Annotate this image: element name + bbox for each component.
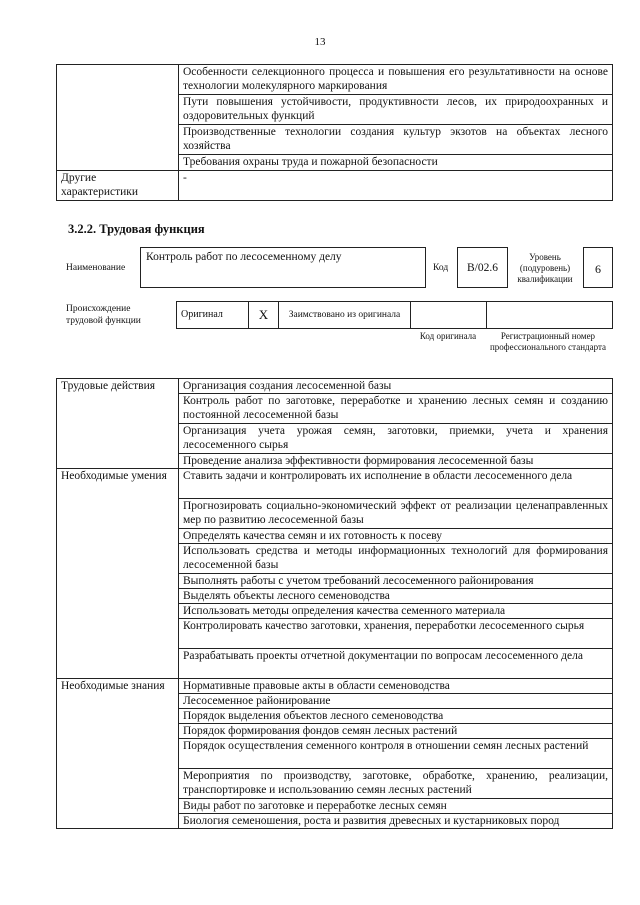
group-label-skills: Необходимые умения bbox=[57, 469, 179, 679]
origin-table bbox=[176, 301, 613, 329]
top-row-2: Производственные технологии создания культур экзотов на объектах лесного хозяйства bbox=[179, 125, 613, 155]
top-table bbox=[56, 64, 613, 201]
skill-row-2: Определять качества семян и их готовность к посеву bbox=[179, 529, 613, 544]
reg-caption: Регистрационный номер профессионального стандарта bbox=[489, 331, 607, 352]
section-title: 3.2.2. Трудовая функция bbox=[68, 222, 205, 236]
skill-row-4: Выполнять работы с учетом требований лесосеменного районирования bbox=[179, 574, 613, 589]
action-row-0: Организация создания лесосеменной базы bbox=[179, 379, 613, 394]
page-number: 13 bbox=[314, 36, 326, 48]
origin-borrowed: Заимствовано из оригинала bbox=[279, 302, 411, 329]
code-label: Код bbox=[433, 263, 449, 273]
knowledge-row-1: Лесосеменное районирование bbox=[179, 694, 613, 709]
level-label: Уровень (подуровень) квалификации bbox=[517, 252, 573, 284]
main-table bbox=[56, 378, 613, 829]
knowledge-row-6: Виды работ по заготовке и переработке лесных семян bbox=[179, 799, 613, 814]
skill-row-0: Ставить задачи и контролировать их исполнение в области лесосеменного дела bbox=[179, 469, 613, 499]
code-value: В/02.6 bbox=[457, 247, 508, 288]
knowledge-row-3: Порядок формирования фондов семян лесных растений bbox=[179, 724, 613, 739]
table-row bbox=[57, 469, 613, 499]
skill-row-5: Выделять объекты лесного семеноводства bbox=[179, 589, 613, 604]
knowledge-row-2: Порядок выделения объектов лесного семеноводства bbox=[179, 709, 613, 724]
knowledge-row-0: Нормативные правовые акты в области семеноводства bbox=[179, 679, 613, 694]
knowledge-row-4: Порядок осуществления семенного контроля в отношении семян лесных растений bbox=[179, 739, 613, 769]
other-value: - bbox=[179, 171, 613, 201]
action-row-2: Организация учета урожая семян, заготовки, приемки, учета и хранения лесосеменного сырья bbox=[179, 424, 613, 454]
table-row bbox=[177, 302, 613, 329]
knowledge-row-7: Биология семеношения, роста и развития древесных и кустарниковых пород bbox=[179, 814, 613, 829]
level-value: 6 bbox=[583, 247, 613, 288]
top-row-1: Пути повышения устойчивости, продуктивности лесов, их природоохранных и оздоровительных функций bbox=[179, 95, 613, 125]
top-row-3: Требования охраны труда и пожарной безопасности bbox=[179, 155, 613, 171]
table-row bbox=[57, 65, 613, 95]
origin-code-cell bbox=[411, 302, 487, 329]
origin-original: Оригинал bbox=[177, 302, 249, 329]
name-value: Контроль работ по лесосеменному делу bbox=[140, 247, 426, 288]
code-caption: Код оригинала bbox=[419, 331, 477, 341]
knowledge-row-5: Мероприятия по производству, заготовке, обработке, хранению, реализации, транспортировке и использованию семян лесных растений bbox=[179, 769, 613, 799]
action-row-1: Контроль работ по заготовке, переработке и хранению лесных семян и созданию постоянной лесосеменной базы bbox=[179, 394, 613, 424]
group-label-knowledge: Необходимые знания bbox=[57, 679, 179, 829]
skill-row-3: Использовать средства и методы информационных технологий для формирования лесосеменной базы bbox=[179, 544, 613, 574]
origin-reg-cell bbox=[487, 302, 613, 329]
skill-row-6: Использовать методы определения качества семенного материала bbox=[179, 604, 613, 619]
table-row bbox=[57, 171, 613, 201]
table-row bbox=[57, 379, 613, 394]
action-row-3: Проведение анализа эффективности формирования лесосеменной базы bbox=[179, 454, 613, 469]
skill-row-8: Разрабатывать проекты отчетной документации по вопросам лесосеменного дела bbox=[179, 649, 613, 679]
top-label-cell bbox=[57, 65, 179, 171]
table-row bbox=[57, 679, 613, 694]
top-row-0: Особенности селекционного процесса и повышения его результативности на основе технологии молекулярного маркирования bbox=[179, 65, 613, 95]
skill-row-7: Контролировать качество заготовки, хранения, переработки лесосеменного сырья bbox=[179, 619, 613, 649]
origin-mark: X bbox=[249, 302, 279, 329]
skill-row-1: Прогнозировать социально-экономический эффект от реализации целенаправленных мер по развитию лесосеменной базы bbox=[179, 499, 613, 529]
name-label: Наименование bbox=[66, 263, 126, 273]
other-label: Другие характеристики bbox=[57, 171, 179, 201]
group-label-actions: Трудовые действия bbox=[57, 379, 179, 469]
origin-label: Происхождение трудовой функции bbox=[66, 304, 141, 326]
